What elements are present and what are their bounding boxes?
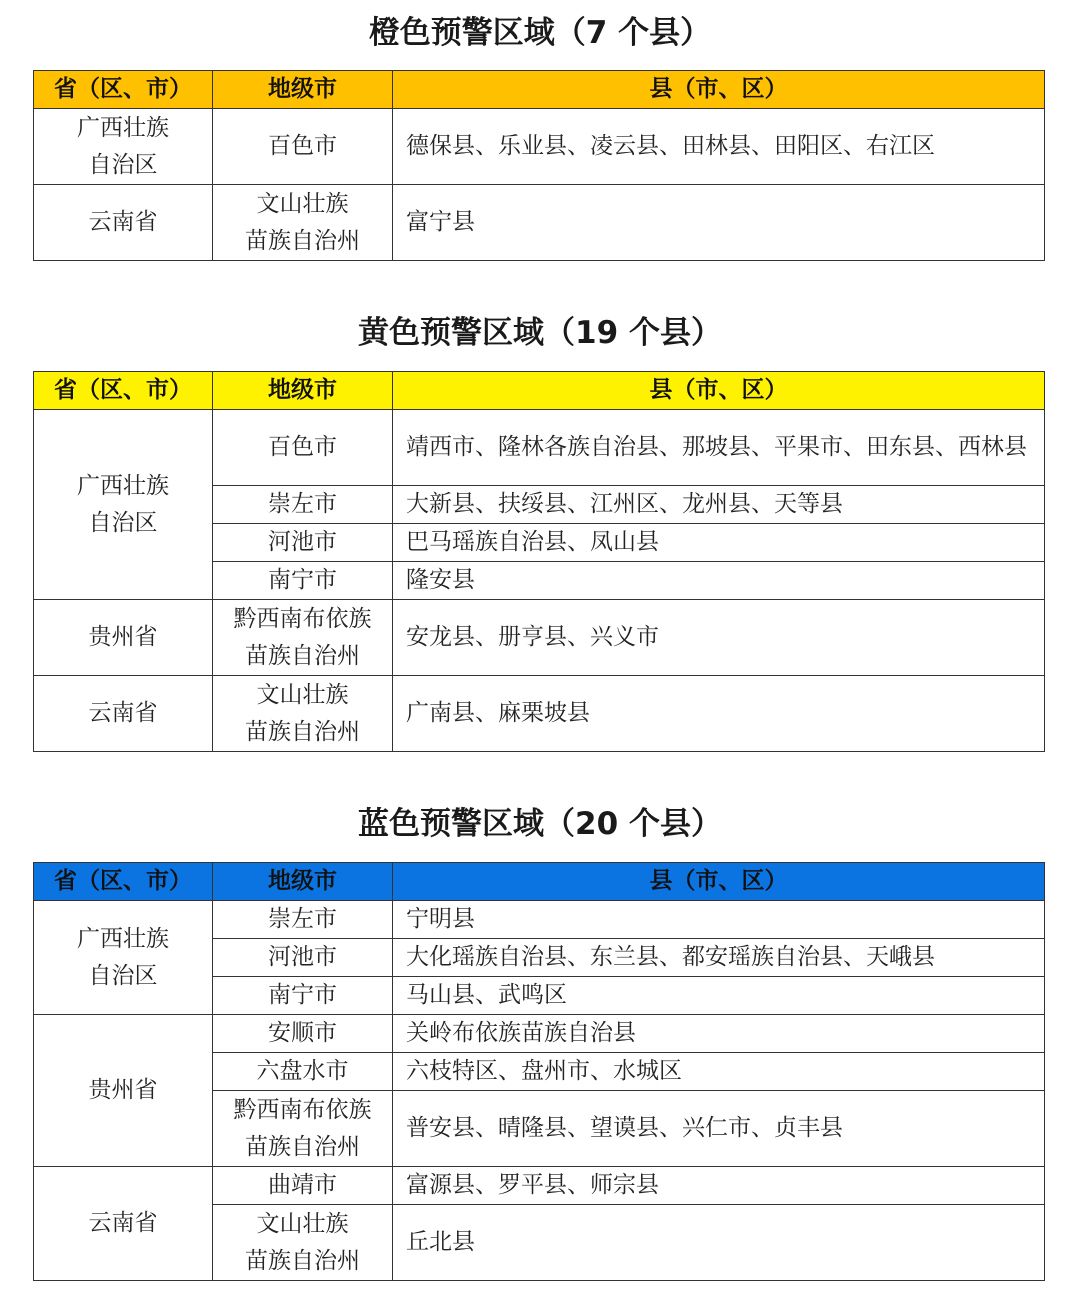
province-cell: 云南省	[34, 185, 213, 261]
blue-section-title: 蓝色预警区域（20 个县）	[358, 806, 722, 842]
table-row	[34, 185, 1045, 261]
yellow-section-title: 黄色预警区域（19 个县）	[358, 315, 722, 351]
city-cell: 河池市	[213, 939, 393, 977]
province-cell: 贵州省	[34, 1015, 213, 1167]
table-header-row	[34, 863, 1045, 901]
table-row	[34, 901, 1045, 939]
county-cell: 巴马瑶族自治县、凤山县	[393, 524, 1045, 562]
city-cell: 黔西南布依族 苗族自治州	[213, 600, 393, 676]
county-cell: 大新县、扶绥县、江州区、龙州县、天等县	[393, 486, 1045, 524]
orange-warning-table	[33, 70, 1045, 261]
province-cell: 云南省	[34, 1167, 213, 1281]
table-row	[34, 1015, 1045, 1053]
city-cell: 文山壮族 苗族自治州	[213, 676, 393, 752]
county-cell: 富源县、罗平县、师宗县	[393, 1167, 1045, 1205]
county-cell: 大化瑶族自治县、东兰县、都安瑶族自治县、天峨县	[393, 939, 1045, 977]
city-cell: 安顺市	[213, 1015, 393, 1053]
header-county: 县（市、区）	[393, 71, 1045, 109]
province-cell: 贵州省	[34, 600, 213, 676]
header-province: 省（区、市）	[34, 372, 213, 410]
header-county: 县（市、区）	[393, 372, 1045, 410]
table-row	[34, 1167, 1045, 1205]
yellow-warning-table	[33, 371, 1045, 752]
header-city: 地级市	[213, 372, 393, 410]
province-cell: 云南省	[34, 676, 213, 752]
city-cell: 崇左市	[213, 486, 393, 524]
table-header-row	[34, 372, 1045, 410]
county-cell: 安龙县、册亨县、兴义市	[393, 600, 1045, 676]
county-cell: 广南县、麻栗坡县	[393, 676, 1045, 752]
county-cell: 丘北县	[393, 1205, 1045, 1281]
table-row	[34, 676, 1045, 752]
header-province: 省（区、市）	[34, 863, 213, 901]
header-city: 地级市	[213, 71, 393, 109]
table-header-row	[34, 71, 1045, 109]
city-cell: 曲靖市	[213, 1167, 393, 1205]
city-cell: 河池市	[213, 524, 393, 562]
header-county: 县（市、区）	[393, 863, 1045, 901]
province-cell: 广西壮族 自治区	[34, 109, 213, 185]
table-row	[34, 109, 1045, 185]
county-cell: 马山县、武鸣区	[393, 977, 1045, 1015]
city-cell: 百色市	[213, 109, 393, 185]
city-cell: 南宁市	[213, 977, 393, 1015]
city-cell: 崇左市	[213, 901, 393, 939]
city-cell: 黔西南布依族 苗族自治州	[213, 1091, 393, 1167]
header-province: 省（区、市）	[34, 71, 213, 109]
table-row	[34, 600, 1045, 676]
header-city: 地级市	[213, 863, 393, 901]
blue-warning-table	[33, 862, 1045, 1281]
province-cell: 广西壮族 自治区	[34, 410, 213, 600]
city-cell: 百色市	[213, 410, 393, 486]
city-cell: 南宁市	[213, 562, 393, 600]
county-cell: 六枝特区、盘州市、水城区	[393, 1053, 1045, 1091]
county-cell: 普安县、晴隆县、望谟县、兴仁市、贞丰县	[393, 1091, 1045, 1167]
county-cell: 德保县、乐业县、凌云县、田林县、田阳区、右江区	[393, 109, 1045, 185]
province-cell: 广西壮族 自治区	[34, 901, 213, 1015]
orange-section-title: 橙色预警区域（7 个县）	[368, 15, 712, 51]
county-cell: 宁明县	[393, 901, 1045, 939]
county-cell: 靖西市、隆林各族自治县、那坡县、平果市、田东县、西林县	[393, 410, 1045, 486]
city-cell: 文山壮族 苗族自治州	[213, 1205, 393, 1281]
table-row	[34, 410, 1045, 486]
city-cell: 文山壮族 苗族自治州	[213, 185, 393, 261]
county-cell: 关岭布依族苗族自治县	[393, 1015, 1045, 1053]
city-cell: 六盘水市	[213, 1053, 393, 1091]
county-cell: 隆安县	[393, 562, 1045, 600]
county-cell: 富宁县	[393, 185, 1045, 261]
